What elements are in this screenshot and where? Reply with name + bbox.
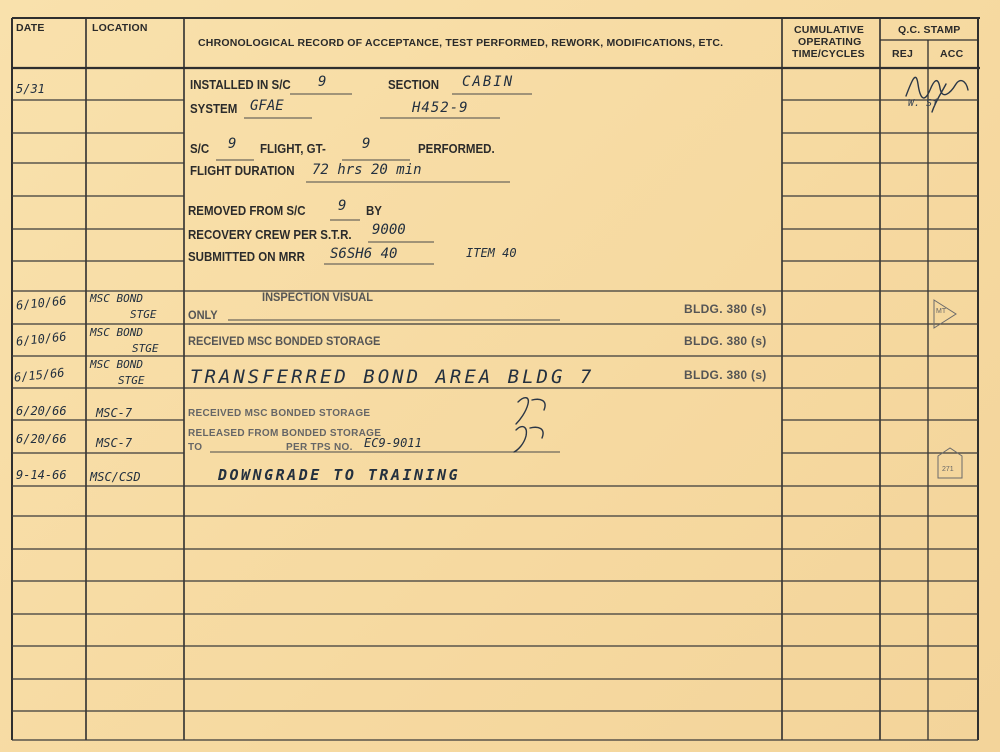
installed-sc-value: 9 (318, 74, 327, 90)
entry-6-date: 9-14-66 (16, 468, 67, 482)
recovery-label: RECOVERY CREW PER S.T.R. (188, 228, 352, 242)
entry-3-loc1: MSC BOND (90, 358, 143, 371)
removed-label: REMOVED FROM S/C (188, 204, 306, 218)
header-location: LOCATION (92, 22, 148, 34)
header-rej: REJ (892, 48, 914, 60)
header-chronological: CHRONOLOGICAL RECORD OF ACCEPTANCE, TEST PERFORMED, REWORK, MODIFICATIONS, ETC. (198, 37, 724, 49)
entry-3-bldg: BLDG. 380 (s) (684, 368, 767, 382)
entry-2-loc1: MSC BOND (90, 326, 143, 339)
mrr-value: S6SH6 40 (330, 246, 398, 262)
entry-1-printed: INSPECTION VISUAL (262, 290, 374, 304)
entry-5-printed3: PER TPS NO. (286, 442, 353, 453)
signature-text: W. Sf (908, 98, 939, 109)
entry-1-bldg: BLDG. 380 (s) (684, 302, 767, 316)
entry-3-hand: TRANSFERRED BOND AREA BLDG 7 (190, 366, 595, 388)
entry-2-loc2: STGE (132, 342, 159, 355)
entry-2-bldg: BLDG. 380 (s) (684, 334, 767, 348)
entry-4-date: 6/20/66 (16, 404, 67, 418)
stamp-1-text: MT (936, 308, 947, 315)
entry-6-hand: DOWNGRADE TO TRAINING (218, 466, 461, 484)
mrr-label: SUBMITTED ON MRR (188, 250, 305, 264)
signature-mark (906, 77, 968, 98)
item-value: ITEM 40 (466, 246, 517, 260)
installed-label: INSTALLED IN S/C (190, 78, 291, 92)
entry-1-date: 6/10/66 (15, 293, 68, 313)
section-label: SECTION (388, 78, 440, 92)
header-cumulative: CUMULATIVE (794, 24, 865, 36)
initials-mark-2 (514, 427, 526, 452)
stamp-2-text: 271 (942, 466, 954, 473)
header-operating: OPERATING (798, 36, 862, 48)
entry-4-loc1: MSC-7 (96, 406, 133, 420)
entry-5-printed2: TO (188, 442, 203, 453)
block-date: 5/31 (16, 82, 45, 96)
initials-mark-1 (516, 398, 528, 424)
entry-5-date: 6/20/66 (16, 432, 67, 446)
system-label: SYSTEM (190, 102, 238, 116)
system-part: H452-9 (412, 100, 469, 116)
system-value: GFAE (250, 98, 284, 114)
flight-label: FLIGHT, GT- (260, 142, 326, 156)
entry-3-date: 6/15/66 (13, 365, 66, 385)
header-time-cycles: TIME/CYCLES (792, 48, 865, 60)
sc-value: 9 (228, 136, 237, 152)
entry-5-loc1: MSC-7 (96, 436, 133, 450)
by-label: BY (366, 204, 382, 218)
header-acc: ACC (940, 48, 964, 60)
entry-2-date: 6/10/66 (15, 329, 68, 349)
removed-value: 9 (338, 198, 347, 214)
performed-label: PERFORMED. (418, 142, 495, 156)
header-qc-stamp: Q.C. STAMP (898, 24, 961, 36)
duration-label: FLIGHT DURATION (190, 164, 295, 178)
entry-1-loc2: STGE (130, 308, 157, 321)
section-value: CABIN (462, 74, 515, 90)
entry-2-printed: RECEIVED MSC BONDED STORAGE (188, 334, 381, 348)
entry-5-tps: EC9-9011 (364, 436, 422, 450)
entry-6-loc1: MSC/CSD (90, 470, 141, 484)
header-date: DATE (16, 22, 45, 34)
entry-1-printed2: ONLY (188, 308, 218, 322)
entry-1-loc1: MSC BOND (90, 292, 143, 305)
entry-3-loc2: STGE (118, 374, 145, 387)
sc-label: S/C (190, 142, 210, 156)
flight-value: 9 (362, 136, 371, 152)
entry-4-printed: RECEIVED MSC BONDED STORAGE (188, 408, 371, 419)
duration-value: 72 hrs 20 min (312, 162, 422, 178)
recovery-value: 9000 (372, 222, 406, 238)
entry-5-printed: RELEASED FROM BONDED STORAGE (188, 428, 382, 439)
